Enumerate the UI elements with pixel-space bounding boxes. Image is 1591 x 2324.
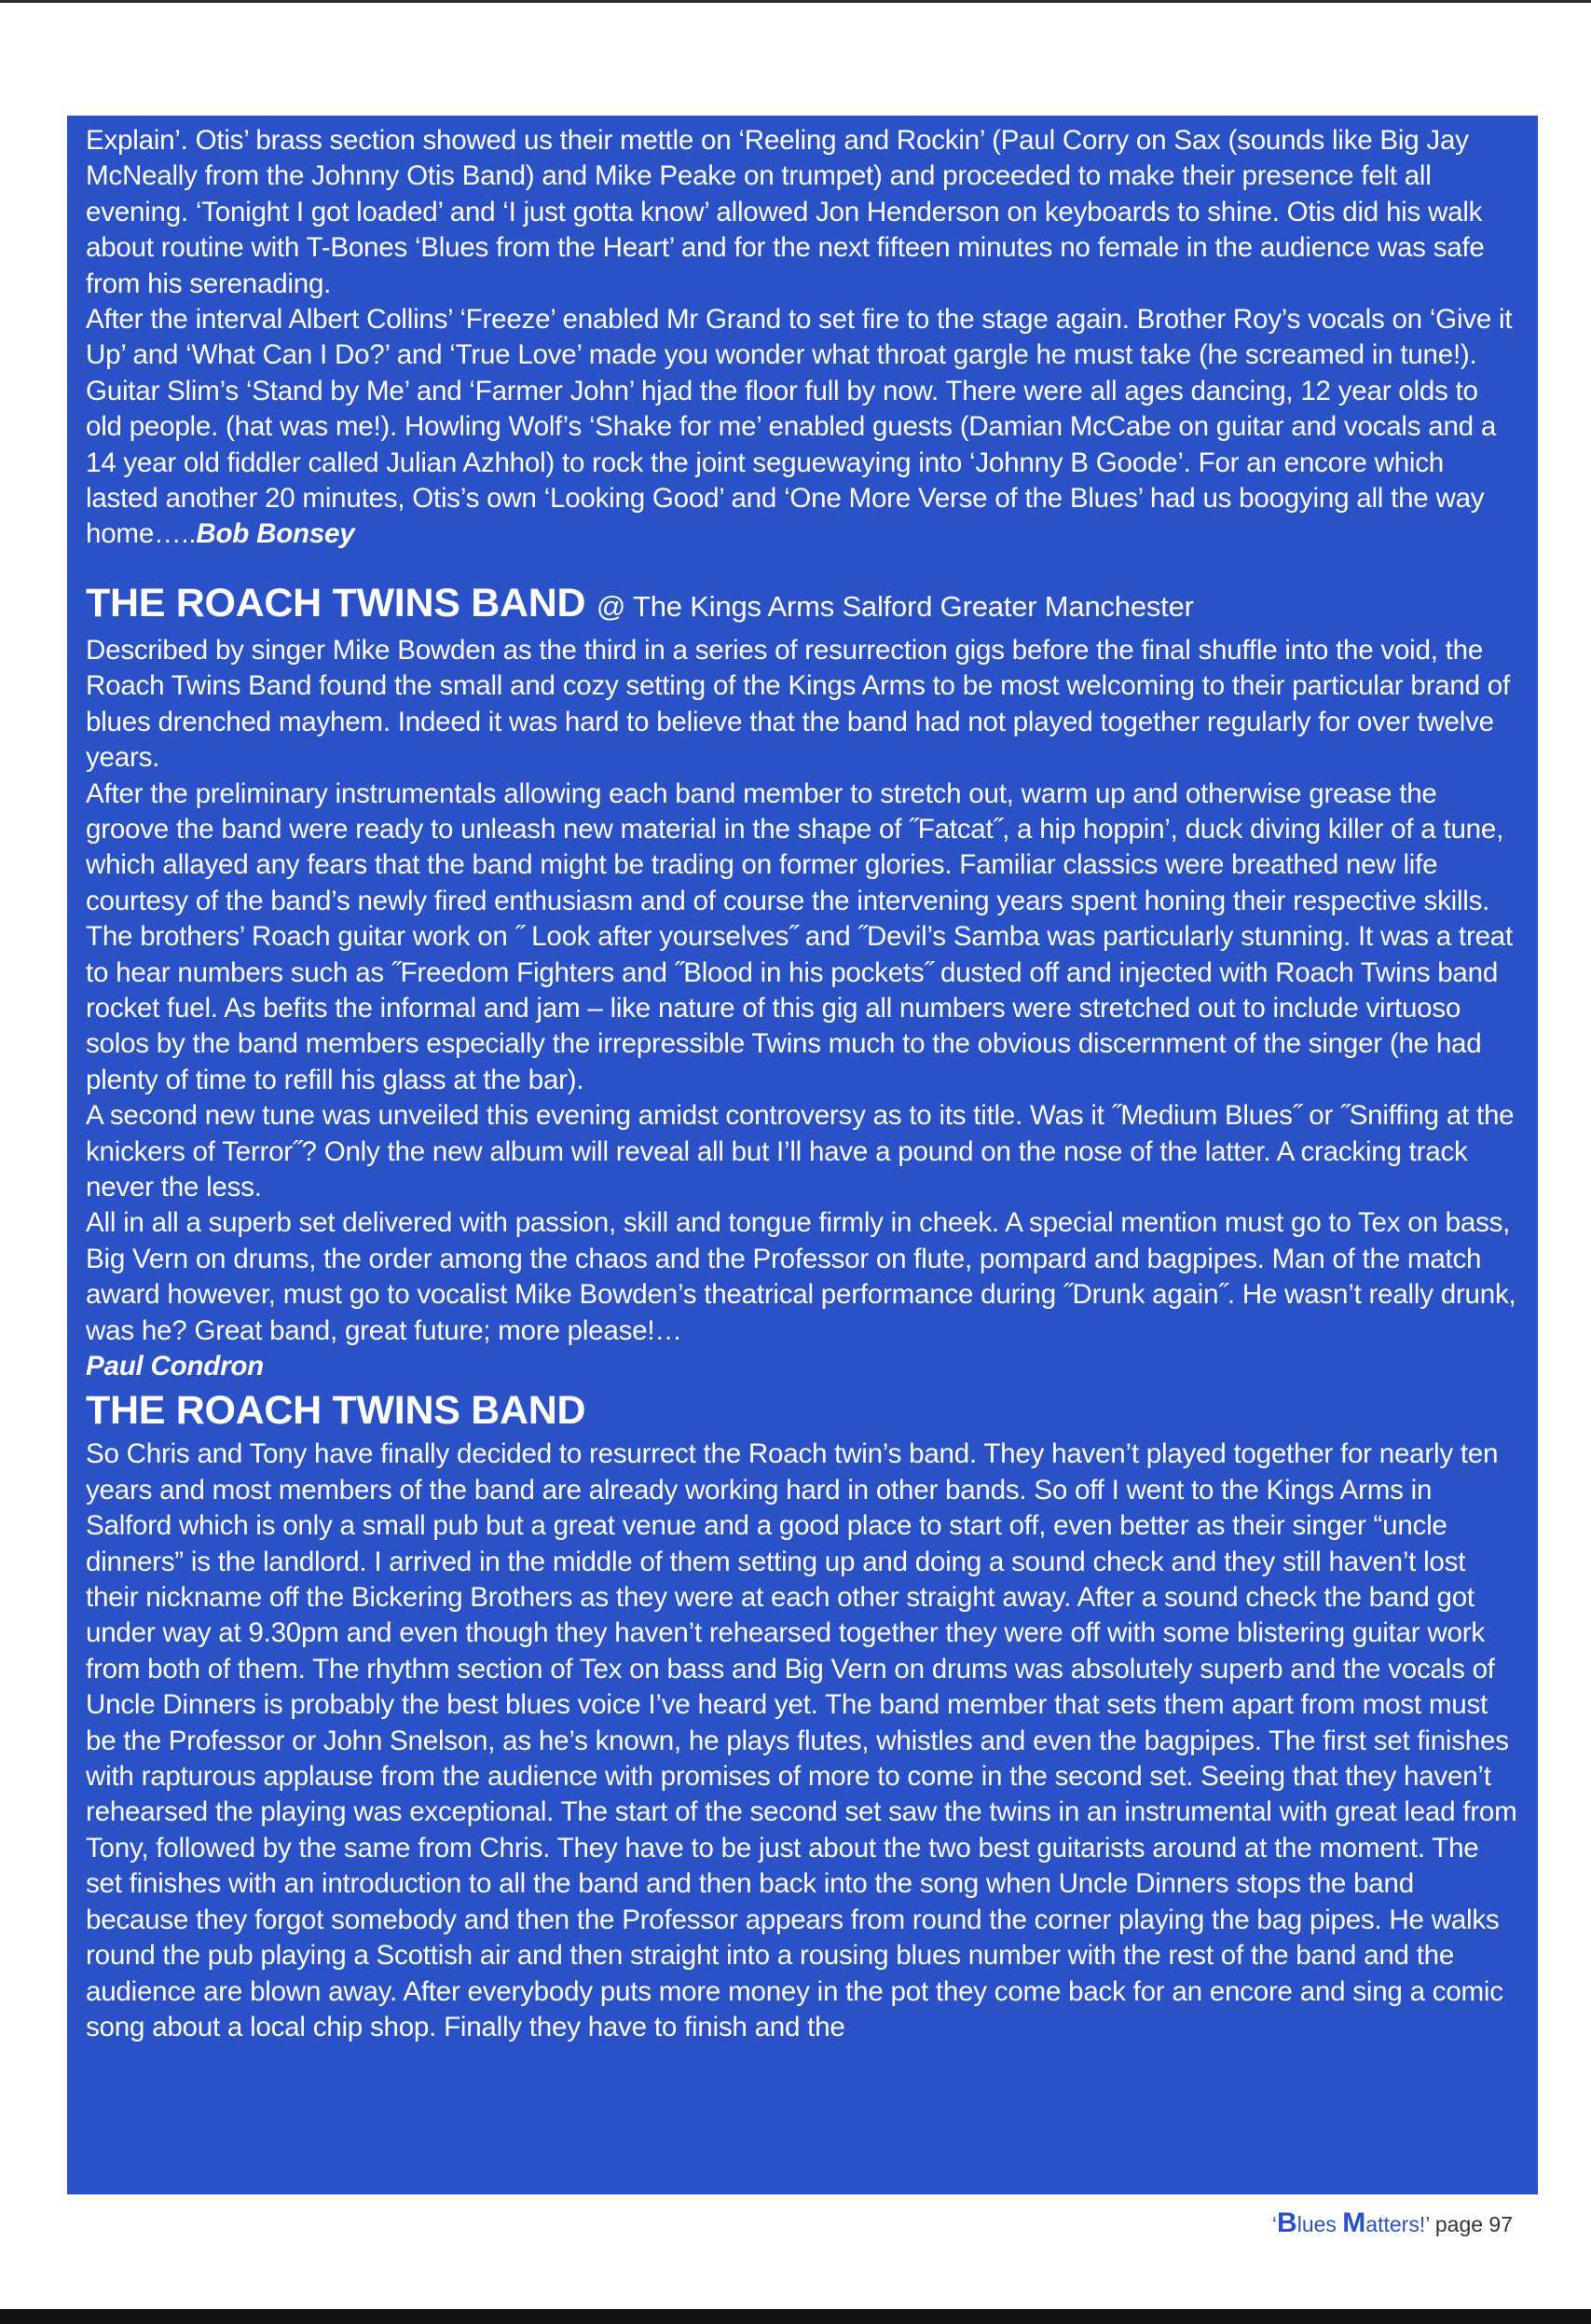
review2-title: THE ROACH TWINS BAND — [86, 1388, 586, 1434]
review1-title: THE ROACH TWINS BAND — [86, 580, 586, 626]
footer-b-initial: B — [1277, 2207, 1297, 2238]
review1-byline: Paul Condron — [86, 1351, 264, 1382]
intro-paragraph-1: Explain’. Otis’ brass section showed us their mettle on ‘Reeling and Rockin’ (Paul Corry on Sax (sounds like Big Jay McNeally from the Johnny Otis Band) and Mike Peake on trumpet) and proceeded to make their presence felt all evening. ‘Tonight I got loaded’ and ‘I just gotta know’ allowed Jon Henderson on keyboards to shine. Otis did his walk about routine with T-Bones ‘Blues from the Heart’ and for the next fifteen minutes no female in the audience was safe from his serenading. — [86, 125, 1485, 299]
review1-paragraph-2: After the preliminary instrumentals allowing each band member to stretch out, warm up and otherwise grease the groove the band were ready to unleash new material in the shape of ˝Fatcat˝, a hip hoppin’, duck diving killer of a tune, which allayed any fears that the band might be trading on former glories. Familiar classics were breathed new life courtesy of the band’s newly fired enthusiasm and of course the intervening years spent honing their respective skills. The brothers’ Roach guitar work on ˝ Look after yourselves˝ and ˝Devil’s Samba was particularly stunning. It was a treat to hear numbers such as ˝Freedom Fighters and ˝Blood in his pockets˝ dusted off and injected with Roach Twins band rocket fuel. As befits the informal and jam – like nature of this gig all numbers were stretched out to include virtuoso solos by the band members especially the irrepressible Twins much to the obvious discernment of the singer (he had plenty of time to refill his glass at the bar). — [86, 777, 1513, 1095]
review1-paragraph-3: A second new tune was unveiled this evening amidst controversy as to its title. Was it ˝Medium Blues˝ or ˝Sniffing at the knickers of Terror˝? Only the new album will reveal all but I’ll have a pound on the nose of the latter. A cracking track never the less. — [86, 1100, 1515, 1203]
footer-m-rest: atters!’ — [1365, 2212, 1430, 2236]
scan-bottom-edge — [0, 2309, 1591, 2324]
footer-quote: ‘ — [1271, 2212, 1278, 2236]
footer-page-number: page 97 — [1429, 2212, 1513, 2236]
review1-heading — [86, 577, 1519, 633]
review2-heading — [86, 1384, 1519, 1437]
footer-m-initial: M — [1342, 2207, 1366, 2238]
scan-top-edge — [0, 0, 1591, 3]
intro-paragraph-2-text: After the interval Albert Collins’ ‘Freeze’ enabled Mr Grand to set fire to the stage again. Brother Roy’s vocals on ‘Give it Up’ and ‘What Can I Do?’ and ‘True Love’ made you wonder what throat gargle he must take (he screamed in tune!). Guitar Slim’s ‘Stand by Me’ and ‘Farmer John’ hjad the floor full by now. There were all ages dancing, 12 year olds to old people. (hat was me!). Howling Wolf’s ‘Shake for me’ enabled guests (Damian McCabe on guitar and vocals and a 14 year old fiddler called Julian Azhhol) to rock the joint seguewaying into ‘Johnny B Goode’. For an encore which lasted another 20 minutes, Otis’s own ‘Looking Good’ and ‘One More Verse of the Blues’ had us boogying all the way home….. — [86, 304, 1513, 550]
article-panel — [67, 116, 1538, 2194]
review1-venue: @ The Kings Arms Salford Greater Manchester — [596, 589, 1194, 623]
page-footer — [1272, 2207, 1513, 2239]
section-gap — [86, 553, 1519, 577]
intro-paragraph-2 — [86, 302, 1519, 553]
review2-paragraph-1: So Chris and Tony have finally decided to resurrect the Roach twin’s band. They haven’t played together for nearly ten years and most members of the band are already working hard in other bands. So off I went to the Kings Arms in Salford which is only a small pub but a great venue and a good place to start off, even better as their singer “uncle dinners” is the landlord. I arrived in the middle of them setting up and doing a sound check and they still haven’t lost their nickname off the Bickering Brothers as they were at each other straight away. After a sound check the band got under way at 9.30pm and even though they haven’t rehearsed together they were off with some blistering guitar work from both of them. The rhythm section of Tex on bass and Big Vern on drums was absolutely superb and the vocals of Uncle Dinners is probably the best blues voice I’ve heard yet. The band member that sets them apart from most must be the Professor or John Snelson, as he’s known, he plays flutes, whistles and even the bagpipes. The first set finishes with rapturous applause from the audience with promises of more to come in the second set. Seeing that they haven’t rehearsed the playing was exceptional. The start of the second set saw the twins in an instrumental with great lead from Tony, followed by the same from Chris. They have to be just about the two best guitarists around at the moment. The set finishes with an introduction to all the band and then back into the song when Uncle Dinners stops the band because they forgot somebody and then the Professor appears from round the corner playing the bag pipes. He walks round the pub playing a Scottish air and then straight into a rousing blues number with the rest of the band and the audience are blown away. After everybody puts more money in the pot they come back for an encore and sing a comic song about a local chip shop. Finally they have to finish and the — [86, 1438, 1517, 2042]
review1-paragraph-4: All in all a superb set delivered with passion, skill and tongue firmly in cheek. A special mention must go to Tex on bass, Big Vern on drums, the order among the chaos and the Professor on flute, pompard and bagpipes. Man of the match award however, must go to vocalist Mike Bowden’s theatrical performance during ˝Drunk again˝. He wasn’t really drunk, was he? Great band, great future; more please!… — [86, 1207, 1516, 1346]
review1-paragraph-1: Described by singer Mike Bowden as the third in a series of resurrection gigs before the final shuffle into the void, the Roach Twins Band found the small and cozy setting of the Kings Arms to be most welcoming to their particular brand of blues drenched mayhem. Indeed it was hard to believe that the band had not played together regularly for over twelve years. — [86, 634, 1510, 774]
intro-byline: Bob Bonsey — [196, 518, 355, 550]
footer-b-rest: lues — [1296, 2212, 1343, 2236]
